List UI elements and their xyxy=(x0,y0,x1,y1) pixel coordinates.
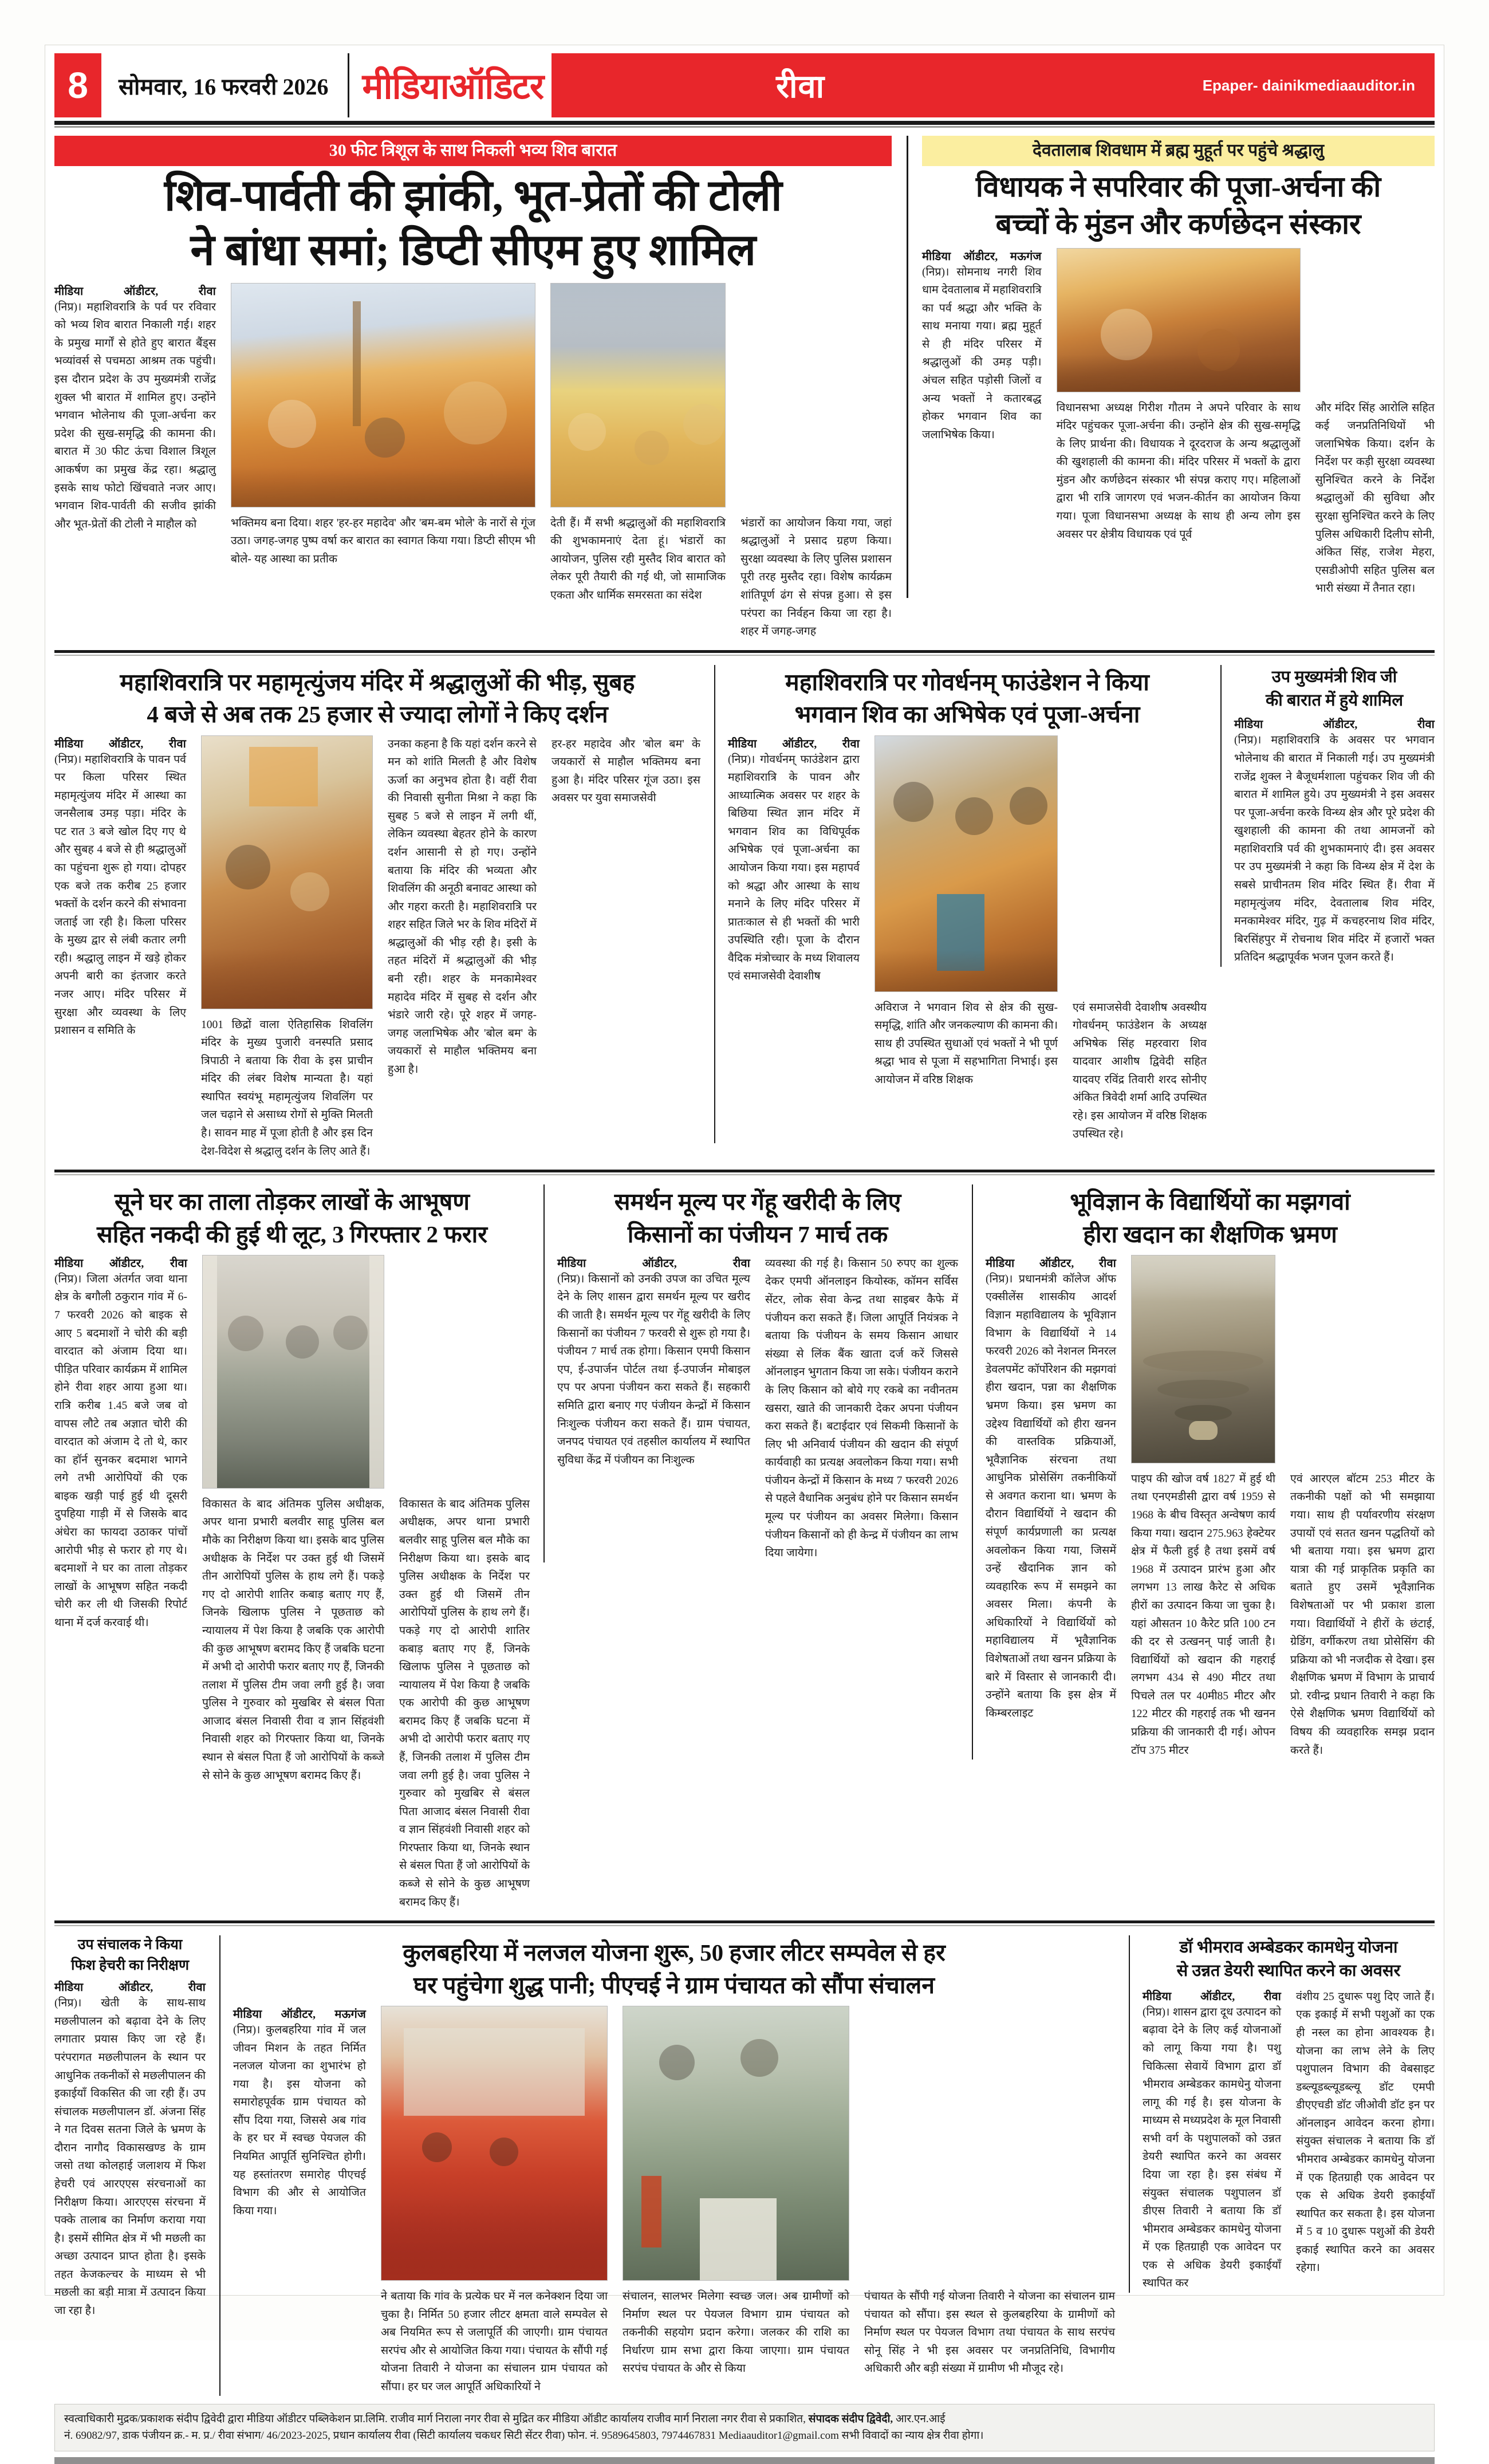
row3-left-body-3: विकासत के बाद अंतिमक पुलिस अधीक्षक, अपर थाना प्रभारी बलवीर साहू पुलिस बल मौके का निरीक्षण किया था। इसके बाद पुलिस अधीक्षक के निर्देश पर उक्त हुई थी जिसमें तीन आरोपियों पुलिस के हाथ लगे हैं। पकड़े गए दो आरोपी शातिर कबाड़ बताए गए हैं, जिनके खिलाफ पुलिस ने पूछताछ को न्यायालय में पेश किया है जबकि एक आरोपी की कुछ आभूषण बरामद किए हैं जबकि घटना में अभी दो आरोपी फरार बताए गए हैं, जिनकी तलाश में पुलिस टीम जवा लगी हुई है। जवा पुलिस ने गुरुवार को मुखबिर से बंसल पिता आजाद बंसल निवासी रीवा व ज्ञान सिंहवंशी निवासी शहर को गिरफ्तार किया था, जिनके स्थान से बंसल पिता हैं जो आरोपियों के कब्जे से सोने के कुछ आभूषण बरामद किए हैं। xyxy=(399,1498,530,1908)
section-divider-2 xyxy=(54,1170,1435,1172)
row3-left-headline-line2: सहित नकदी की हुई थी लूट, 3 गिरफ्तार 2 फरार xyxy=(97,1221,487,1247)
mid-right-headline-line1: उप मुख्यमंत्री शिव जी xyxy=(1271,667,1397,686)
row3-right-byline: मीडिया ऑडीटर, रीवा xyxy=(986,1257,1116,1270)
mid-left-headline-line2: 4 बजे से अब तक 25 हजार से ज्यादा लोगों ने किए दर्शन xyxy=(147,701,608,728)
lead-right-body-3: और मंदिर सिंह आरोलि सहित कई जनप्रतिनिधियों भी जलाभिषेक किया। दर्शन के निर्देश पर कड़ी सुरक्षा व्यवस्था सुनिश्चित करने के निर्देश श्रद्धालुओं की सुविधा और सुरक्षा सुनिश्चित करने के लिए पुलिस अधिकारी दिलीप सोनी, अंकित सिंह, राजेश मेहरा, एसडीओपी सहित पुलिस बल भारी संख्या में तैनात रहा। xyxy=(1315,402,1435,595)
row3-right-col-3 xyxy=(1290,1255,1435,1760)
row3-left-col-2 xyxy=(202,1255,384,1785)
mid-center-col-2 xyxy=(875,735,1058,1089)
row4-left-story xyxy=(54,1935,206,2320)
mid-left-body-4: हर-हर महादेव और 'बोल बम' के जयकारों से माहौल भक्तिमय बना हुआ है। मंदिर परिसर गूंज उठा। इस अवसर पर युवा समाजसेवी xyxy=(552,738,700,805)
row4-center-body-2: ने बताया कि गांव के प्रत्येक घर में नल कनेक्शन दिया जा चुका है। निर्मित 50 हजार लीटर क्षमता वाले सम्पवेल से अब नियमित रूप से जलापूर्ति की जाएगी। ग्राम पंचायत सरपंच और से आयोजित किया गया। पंचायत के सौंपी गई योजना तिवारी ने योजना का संचालन ग्राम पंचायत को सौंपा। हर घर जल आपूर्ति अधिकारियों ने xyxy=(381,2290,608,2393)
row4-right-body-2: वंशीय 25 दुधारू पशु दिए जाते हैं। एक इकाई में सभी पशुओं का एक ही नस्ल का होना आवश्यक है। योजना का लाभ लेने के लिए पशुपालन विभाग की वेबसाइट डब्ल्यूडब्ल्यूडब्ल्यू डॉट एमपी डीएएचडी डॉट जीओवी डॉट इन पर ऑनलाइन आवेदन करना होगा। संयुक्त संचालक ने बताया कि डॉ भीमराव अम्बेडकर कामधेनु योजना में एक हितग्राही एक आवेदन पर एक से अधिक डेयरी इकाईयाँ स्थापित कर सकता है। इस योजना में 5 व 10 दुधारू पशुओं की डेयरी इकाई स्थापित करने का अवसर रहेगा। xyxy=(1296,1990,1435,2274)
row3-center-headline-line1: समर्थन मूल्य पर गेंहू खरीदी के लिए xyxy=(614,1188,901,1215)
mid-left-body-3: उनका कहना है कि यहां दर्शन करने से मन को शांति मिलती है और विशेष ऊर्जा का अनुभव होता है। वहीं रीवा की निवासी सुनीता मिश्रा ने कहा कि सुबह 5 बजे से लाइन में लगी थीं, लेकिन व्यवस्था बेहतर होने के कारण दर्शन आसानी से हो गए। उन्होंने बताया कि मंदिर की भव्यता और शिवलिंग की अनूठी बनावट आस्था को और गहरा करती है। महाशिवरात्रि पर शहर सहित जिले भर के शिव मंदिरों में श्रद्धालुओं की भीड़ रही है। इसी के तहत मंदिरों में श्रद्धालुओं की भीड़ बनी रही। शहर के मनकामेश्वर महादेव मंदिर में सुबह से दर्शन और भंडारे जारी रहे। पूरे शहर में जगह-जगह जलाभिषेक और 'बोल बम' के जयकारों से माहौल भक्तिमय बना हुआ है। xyxy=(388,738,537,1076)
nalajal-inauguration-photo xyxy=(381,2006,608,2281)
row3-right-columns xyxy=(986,1255,1435,1760)
row4-right-story xyxy=(1129,1935,1435,2293)
lead-headline-line1: शिव-पार्वती की झांकी, भूत-प्रेतों की टोली xyxy=(164,171,782,220)
row4-right-headline-line2: से उन्नत डेयरी स्थापित करने का अवसर xyxy=(1176,1961,1401,1980)
section-row3 xyxy=(54,1184,1435,1911)
row4-center-col-4 xyxy=(864,2006,1115,2378)
lead-story xyxy=(54,136,892,641)
mid-center-headline-line1: महाशिवरात्रि पर गोवर्धनम् फाउंडेशन ने किया xyxy=(785,668,1149,695)
mid-left-body-1: (निप्र)। महाशिवरात्रि के पावन पर्व पर किला परिसर स्थित महामृत्युंजय मंदिर में आस्था का जनसैलाब उमड़ पड़ा। मंदिर के पट रात 3 बजे खोल दिए गए थे और सुबह 4 बजे से ही श्रद्धालुओं का पहुंचना शुरू हो गया। दोपहर एक बजे तक करीब 25 हजार भक्तों के दर्शन करने की संभावना जताई जा रही है। किला परिसर के मुख्य द्वार से लंबी कतार लगी रही। श्रद्धालु लाइन में खड़े होकर अपनी बारी का इंतजार करते नजर आए। मंदिर परिसर में सुरक्षा और व्यवस्था के लिए प्रशासन व समिति के xyxy=(54,753,186,1037)
section-row4 xyxy=(54,1935,1435,2396)
row3-center-byline: मीडिया ऑडीटर, रीवा xyxy=(557,1257,750,1270)
row4-center-body-3: संचालन, सालभर मिलेगा स्वच्छ जल। अब ग्रामीणों को निर्माण स्थल पर पेयजल विभाग ग्राम पंचायत को तकनीकी सहयोग प्रदान करेगा। जलकर की राशि का निर्धारण ग्राम सभा द्वारा किया जाएगा। ग्राम पंचायत सरपंच पंचायत के और से किया xyxy=(623,2290,849,2375)
row4-center-headline-line1: कुलबहरिया में नलजल योजना शुरू, 50 हजार लीटर सम्पवेल से हर xyxy=(403,1939,946,1966)
mid-center-columns xyxy=(728,735,1207,1144)
row4-center-col-1 xyxy=(233,2006,366,2220)
row3-left-col-3 xyxy=(399,1255,530,1911)
mid-center-col-3 xyxy=(1073,735,1207,1144)
lead-right-col-3 xyxy=(1315,248,1435,598)
lead-right-headline-line2: बच्चों के मुंडन और कर्णछेदन संस्कार xyxy=(995,208,1361,240)
row4-left-byline: मीडिया ऑडीटर, रीवा xyxy=(54,1981,206,1994)
mid-left-col-4 xyxy=(552,735,700,808)
row4-right-body-1: (निप्र)। शासन द्वारा दूध उत्पादन को बढ़ावा देने के लिए कई योजनाओं को लागू किया गया है। पशु चिकित्सा सेवायें विभाग द्वारा डॉ भीमराव अम्बेडकर कामधेनु योजना लागू की गई है। इस योजना के माध्यम से मध्यप्रदेश के मूल निवासी सभी वर्ग के पशुपालकों को उन्नत डेयरी स्थापित करने का अवसर दिया जा रहा है। इस संबंध में संयुक्त संचालक पशुपालन डॉ डीएस तिवारी ने बताया कि डॉ भीमराव अम्बेडकर कामधेनु योजना में एक हितग्राही एक आवेदन पर एक से अधिक डेयरी इकाईयाँ स्थापित कर xyxy=(1143,2006,1281,2290)
row4-center-story xyxy=(219,1935,1115,2396)
section-divider-3 xyxy=(54,1920,1435,1923)
lead-headline-line2: ने बांधा समां; डिप्टी सीएम हुए शामिल xyxy=(190,226,756,274)
mid-left-byline: मीडिया ऑडीटर, रीवा xyxy=(54,737,186,750)
mid-left-col-3 xyxy=(388,735,537,1079)
publication-date: सोमवार, 16 फरवरी 2026 xyxy=(101,53,349,117)
lead-col-1 xyxy=(54,283,216,534)
footer-imprint xyxy=(54,2404,1435,2451)
mid-center-headline-line2: भगवान शिव का अभिषेक एवं पूजा-अर्चना xyxy=(794,701,1140,728)
row3-left-headline-line1: सूने घर का ताला तोड़कर लाखों के आभूषण xyxy=(114,1188,470,1215)
section-lead xyxy=(54,136,1435,641)
lead-body-3: देती हैं। मैं सभी श्रद्धालुओं की महाशिवरात्रि की शुभकामनाएं देता हूं। भंडारों का आयोजन, पुलिस रही मुस्तैद शिव बारात को लेकर पूरी तैयारी की गई थी, जो सामाजिक एकता और धार्मिक समरसता का संदेश xyxy=(550,517,726,602)
mid-left-col-2 xyxy=(201,735,373,1161)
govardhanam-pooja-photo xyxy=(875,735,1058,992)
footer-line-1 xyxy=(64,2411,1425,2428)
row3-right-story xyxy=(972,1184,1435,1760)
lead-right-story xyxy=(907,136,1435,598)
row3-center-col-2 xyxy=(765,1255,958,1562)
mahamrityunjay-temple-photo xyxy=(201,735,373,1009)
mid-left-headline-line1: महाशिवरात्रि पर महामृत्युंजय मंदिर में श्रद्धालुओं की भीड़, सुबह xyxy=(120,668,635,695)
row3-right-body-3: एवं आरएल बॉटम 253 मीटर के तकनीकी पक्षों को भी समझाया गया। साथ ही पर्यावरणीय संरक्षण उपायों एवं सतत खनन पद्धतियों को भी बताया गया। इस भ्रमण द्वारा यात्रा की गई प्राकृतिक प्रकृति का बताते हुए उसमें भूवैज्ञानिक विशेषताओं पर भी प्रकाश डाला गया। विद्यार्थियों ने हीरों के छंटाई, ग्रेडिंग, वर्गीकरण तथा प्रोसेसिंग की प्रक्रिया को भी नजदीक से देखा। इस शैक्षणिक भ्रमण में विभाग के प्राचार्य प्रो. रवीन्द्र प्रधान तिवारी ने कहा कि ऐसे शैक्षणिक भ्रमण विद्यार्थियों को विषय की व्यवहारिक समझ प्रदान करते हैं। xyxy=(1290,1473,1435,1757)
mid-right-story xyxy=(1220,665,1435,967)
row3-left-body-1: (निप्र)। जिला अंतर्गत जवा थाना क्षेत्र के बगौली ठकुरान गांव में 6-7 फरवरी 2026 को बाइक से आए 5 बदमाशों ने चोरी की बड़ी वारदात को अंजाम दिया था। पीड़ित परिवार कार्यक्रम में शामिल होने रीवा शहर आया हुआ था। रात्रि करीब 1.45 बजे जब वो वापस लौटे तब अज्ञात चोरी की वारदात को अंजाम दे तो थे, कार का हॉर्न सुनकर बदमाश भागने लगे तभी आरोपियों की एक बाइक खड़ी पाई हुई थी दूसरी दुपहिया गाड़ी में से जिसके बाद अंधेरा का फायदा उठाकर पांचों आरोपी भीड़ से फरार हो गए थे। बदमाशों ने घर का ताला तोड़कर लाखों के आभूषण सहित नकदी चोरी कर ली थी जिसकी रिपोर्ट थाना में दर्ज करवाई थी। xyxy=(54,1273,187,1629)
mid-center-story xyxy=(714,665,1207,1143)
mid-right-byline: मीडिया ऑडीटर, रीवा xyxy=(1234,718,1435,731)
mid-center-body-3: एवं समाजसेवी देवाशीष अवस्थीय गोवर्धनम् फाउंडेशन के अध्यक्ष अभिषेक सिंह महरवारा शिव यादवार आशीष द्विवेदी सहित यादवए रविंद्र तिवारी शरद सोनीए अंकित त्रिवेदी शर्मा आदि उपस्थित रहे। इस आयोजन में वरिष्ठ शिक्षक उपस्थित रहे। xyxy=(1073,1001,1207,1140)
row4-center-headline-line2: घर पहुंचेगा शुद्ध पानी; पीएचई ने ग्राम पंचायत को सौंपा संचालन xyxy=(413,1971,935,1998)
lead-col-2 xyxy=(231,283,535,569)
mid-center-body-2: अविराज ने भगवान शिव से क्षेत्र की सुख-समृद्धि, शांति और जनकल्याण की कामना की। साथ ही उपस्थित सुधाओं एवं भक्तों ने भी पूर्ण श्रद्धा भाव से पूजा में सहभागिता निभाई। इस आयोजन में वरिष्ठ शिक्षक xyxy=(875,1001,1058,1086)
row4-right-columns xyxy=(1143,1988,1435,2293)
row3-center-body-1: (निप्र)। किसानों को उनकी उपज का उचित मूल्य देने के लिए शासन द्वारा समर्थन मूल्य पर खरीद की जाती है। समर्थन मूल्य पर गेंहू खरीदी के लिए किसानों का पंजीयन 7 फरवरी से शुरू हो गया है। पंजीयन 7 मार्च तक होगा। किसान एमपी किसान एप, ई-उपार्जन पोर्टल तथा ई-उपार्जन मोबाइल एप पर अपना पंजीयन करा सकते हैं। सहकारी समिति द्वारा बनाए गए पंजीयन केन्द्रों में किसान निःशुल्क पंजीयन करा सकते हैं। ग्राम पंचायत, जनपद पंचायत एवं तहसील कार्यालय में स्थापित सुविधा केंद्र में पंजीयन का निःशुल्क xyxy=(557,1273,750,1466)
lead-col-4 xyxy=(740,283,892,641)
row3-left-story xyxy=(54,1184,530,1911)
lead-right-body-1: (निप्र)। सोमनाथ नगरी शिव धाम देवतालाब में महाशिवरात्रि का पर्व श्रद्धा और भक्ति के साथ मनाया गया। ब्रह्म मुहूर्त से ही मंदिर परिसर में श्रद्धालुओं की उमड़ पड़ी। अंचल सहित पड़ोसी जिलों व अन्य भक्तों ने कतारबद्ध होकर भगवान शिव का जलाभिषेक किया। xyxy=(922,266,1042,441)
row4-left-body-1: (निप्र)। खेती के साथ-साथ मछलीपालन को बढ़ावा देने के लिए लगातार प्रयास किए जा रहे हैं। परंपरागत मछलीपालन के स्थान पर आधुनिक तकनीकों से मछलीपालन की इकाईयाँ विकसित की जा रही हैं। उप संचालक मछलीपालन डॉ. अंजना सिंह ने गत दिवस सतना जिले के भ्रमण के दौरान नागौद विकासखण्ड के ग्राम जसो तथा कोलहाई जलाशय में फिश हेचरी एवं आरएएस संरचनाओं का निरीक्षण किया। आरएएस संरचना में पक्के तालाब का निर्माण कराया गया है। इसमें सीमित क्षेत्र में भी मछली का अच्छा उत्पादन प्राप्त होता है। इसके तहत केजकल्चर के माध्यम से भी मछली का बड़ी मात्रा में उत्पादन किया जा रहा है। xyxy=(54,1997,206,2317)
row3-center-headline-line2: किसानों का पंजीयन 7 मार्च तक xyxy=(627,1221,888,1247)
row4-right-col-2 xyxy=(1296,1988,1435,2277)
row3-right-headline-line2: हीरा खदान का शैक्षणिक भ्रमण xyxy=(1083,1221,1337,1247)
footer-editor: संपादक संदीप द्विवेदी, xyxy=(808,2413,893,2426)
masthead-rule-thin xyxy=(54,126,1435,128)
city-name: रीवा xyxy=(776,69,825,105)
row4-center-byline: मीडिया ऑडीटर, मऊगंज xyxy=(233,2008,366,2021)
mid-right-body-1: (निप्र)। महाशिवरात्रि के अवसर पर भगवान भोलेनाथ की बारात में निकाली गई। उप मुख्यमंत्री राजेंद्र शुक्ल ने बैजूधर्मशाला पहुंचकर शिव जी की बारात में शामिल हुये। उप मुख्यमंत्री ने इस अवसर पर पूजा-अर्चना करके विन्ध्य क्षेत्र और पूरे प्रदेश की खुशहाली की कामना की तथा आमजनों को महाशिवरात्रि पर्व की शुभकामनाएं दी। इस अवसर पर उप मुख्यमंत्री ने कहा कि विन्ध्य क्षेत्र में देश के सबसे प्राचीनतम शिव मंदिर स्थित हैं। रीवा में महामृत्युंजय मंदिर, देवतालाब शिव मंदिर, मनकामेश्वर मंदिर, गुढ़ में कचहरनाथ शिव मंदिर, बिरसिंहपुर में रोचनाथ शिव मंदिर में हजारों भक्त प्रतिदिन श्रद्धापूर्वक भजन पूजन करते हैं। xyxy=(1234,734,1435,964)
section-divider-2b xyxy=(54,1174,1435,1175)
lead-byline: मीडिया ऑडीटर, रीवा xyxy=(54,285,216,298)
row3-right-body-1: (निप्र)। प्रधानमंत्री कॉलेज ऑफ एक्सीलेंस शासकीय आदर्श विज्ञान महाविद्यालय के भूविज्ञान विभाग के विद्यार्थियों ने 14 फरवरी 2026 को नेशनल मिनरल डेवलपमेंट कॉर्पोरेशन की मझगवां हीरा खदान, पन्ना का शैक्षणिक भ्रमण किया। इस भ्रमण का उद्देश्य विद्यार्थियों को हीरा खनन की वास्तविक प्रक्रियाओं, भूवैज्ञानिक संरचना तथा आधुनिक प्रोसेसिंग तकनीकियों से अवगत कराना था। भ्रमण के दौरान विद्यार्थियों ने खदान की संपूर्ण कार्यप्रणाली का प्रत्यक्ष अवलोकन किया गया, जिसमें उन्हें खैदानिक ज्ञान को व्यवहारिक रूप में समझने का अवसर मिला। कंपनी के अधिकारियों ने विद्यार्थियों को महाविद्यालय में भूवैज्ञानिक विशेषताओं तथा खनन प्रक्रिया के बारे में विस्तार से जानकारी दी। उन्होंने बताया कि इस क्षेत्र में किम्बरलाइट xyxy=(986,1273,1116,1719)
mid-right-headline-line2: की बारात में हुये शामिल xyxy=(1265,691,1404,710)
row3-left-columns xyxy=(54,1255,530,1911)
lead-right-col-1 xyxy=(922,248,1042,444)
page-sheet xyxy=(45,45,1444,2442)
kamdhenu-field-photo xyxy=(623,2006,849,2281)
mid-left-col-1 xyxy=(54,735,186,1040)
row4-right-byline: मीडिया ऑडीटर, रीवा xyxy=(1143,1990,1281,2003)
masthead xyxy=(54,53,1435,117)
row4-left-headline-line1: उप संचालक ने किया xyxy=(77,1937,183,1953)
row3-right-col-1 xyxy=(986,1255,1116,1722)
lead-right-headline-line1: विधायक ने सपरिवार की पूजा-अर्चना की xyxy=(975,170,1381,203)
row4-center-columns xyxy=(233,2006,1115,2396)
footer-text-1: स्वत्वाधिकारी मुद्रक/प्रकाशक संदीप द्विवेदी द्वारा मीडिया ऑडीटर पब्लिकेशन प्रा.लिमि. राजीव मार्ग निराला नगर रीवा से मुद्रित कर मीडिया ऑडीट कार्यालय राजीव मार्ग निराला नगर रीवा से प्रकाशित, xyxy=(64,2413,806,2426)
row3-right-col-2 xyxy=(1131,1255,1275,1760)
row3-left-byline: मीडिया ऑडीटर, रीवा xyxy=(54,1257,187,1270)
mid-left-story xyxy=(54,665,700,1160)
lead-right-col-2 xyxy=(1057,248,1301,544)
police-arrest-photo xyxy=(202,1255,384,1489)
row4-left-headline-line2: फिश हेचरी का निरीक्षण xyxy=(70,1958,190,1974)
section-divider-1 xyxy=(54,650,1435,653)
row3-left-body-2: विकासत के बाद अंतिमक पुलिस अधीक्षक, अपर थाना प्रभारी बलवीर साहू पुलिस बल मौके का निरीक्षण किया था। इसके बाद पुलिस अधीक्षक के निर्देश पर उक्त हुई थी जिसमें तीन आरोपियों पुलिस के हाथ लगे हैं। पकड़े गए दो आरोपी शातिर कबाड़ बताए गए हैं, जिनके खिलाफ पुलिस ने पूछताछ को न्यायालय में पेश किया है जबकि एक आरोपी की कुछ आभूषण बरामद किए हैं जबकि घटना में अभी दो आरोपी फरार बताए गए हैं, जिनकी तलाश में पुलिस टीम जवा लगी हुई है। जवा पुलिस ने गुरुवार को मुखबिर से बंसल पिता आजाद बंसल निवासी रीवा व ज्ञान सिंहवंशी निवासी शहर को गिरफ्तार किया था, जिनके स्थान से बंसल पिता हैं जो आरोपियों के कब्जे से सोने के कुछ आभूषण बरामद किए हैं। xyxy=(202,1498,384,1782)
footer-bar xyxy=(54,2457,1435,2464)
diamond-mine-photo xyxy=(1131,1255,1275,1463)
shiv-parvati-tableau-photo xyxy=(231,283,535,507)
mid-center-byline: मीडिया ऑडीटर, रीवा xyxy=(728,737,860,750)
devtalab-temple-photo xyxy=(1057,248,1301,392)
shiv-baraat-crowd-photo xyxy=(550,283,726,507)
mid-left-columns xyxy=(54,735,700,1161)
brand-logo: मीडियाऑडिटर xyxy=(362,68,544,107)
row3-center-body-2: व्यवस्था की गई है। किसान 50 रुपए का शुल्क देकर एमपी ऑनलाइन कियोस्क, कॉमन सर्विस सेंटर, लोक सेवा केन्द्र तथा साइबर कैफे में पंजीयन करा सकते हैं। जिला आपूर्ति नियंत्रक ने बताया कि पंजीयन के समय किसान आधार संख्या से लिंक बैंक खाता दर्ज करें जिससे ऑनलाइन भुगतान किया जा सके। पंजीयन कराने के लिए किसान को बोये गए रकबे का नवीनतम खसरा, खाते की जानकारी देकर अपना पंजीयन करा सकते हैं। बटाईदार एवं सिकमी किसानों के लिए भी अनिवार्य पंजीयन की खदान की संपूर्ण कार्यवाही का प्रत्यक्ष अवलोकन किया गया। सभी पंजीयन केन्द्रों में किसान के मध्य 7 फरवरी 2026 से पहले वैधानिक अनुबंध होने पर किसान समर्थन मूल्य पर पंजीयन का अवसर मिलेगा। किसान पंजीयन किसानों को ही केन्द्र में पंजीयन का लाभ दिया जायेगा। xyxy=(765,1257,958,1560)
epaper-url[interactable]: Epaper- dainikmediaauditor.in xyxy=(1202,76,1415,94)
row3-left-col-1 xyxy=(54,1255,187,1632)
row4-center-body-1: (निप्र)। कुलबहरिया गांव में जल जीवन मिशन के तहत निर्मित नलजल योजना का शुभारंभ हो गया है। इस योजना को समारोहपूर्वक ग्राम पंचायत को सौंप दिया गया, जिससे अब गांव के हर घर में स्वच्छ पेयजल की नियमित आपूर्ति सुनिश्चित होगी। यह हस्तांतरण समारोह पीएचई विभाग की और से आयोजित किया गया। xyxy=(233,2024,366,2217)
lead-body-1: (निप्र)। महाशिवरात्रि के पर्व पर रविवार को भव्य शिव बारात निकाली गई। शहर के प्रमुख मार्गों से होते हुए बारात बैंड्स भव्यांवर्स से पचमठा आश्रम तक पहुंची। इस दौरान प्रदेश के उप मुख्यमंत्री राजेंद्र शुक्ल भी बारात में शामिल हुए। उन्होंने भगवान भोलेनाथ की पूजा-अर्चना कर प्रदेश की सुख-समृद्धि की कामना की। बारात में 30 फीट ऊंचा विशाल त्रिशूल आकर्षण का प्रमुख केंद्र रहा। श्रद्धालु इसके साथ फोटो खिंचवाते नजर आए। भगवान शिव-पार्वती की सजीव झांकी और भूत-प्रेतों की टोली ने माहौल को xyxy=(54,301,216,530)
city-band xyxy=(552,53,1435,117)
masthead-rule-thick xyxy=(54,121,1435,125)
row3-center-col-1 xyxy=(557,1255,750,1469)
lead-right-columns xyxy=(922,248,1435,598)
row3-right-body-2: पाइप की खोज वर्ष 1827 में हुई थी तथा एनएमडीसी द्वारा वर्ष 1959 से 1968 के बीच विस्तृत अन्वेषण कार्य किया गया। खदान 275.963 हेक्टेयर क्षेत्र में फैली हुई है तथा इसमें वर्ष 1968 में उत्पादन प्रारंभ हुआ और लगभग 13 लाख कैरेट से अधिक हीरों का उत्पादन किया जा चुका है। यहां औसतन 10 कैरेट प्रति 100 टन की दर से उत्खनन् पाई जाती है। विद्यार्थियों को खदान की गहराई लगभग 434 से 490 मीटर तथा पिचले तल पर 40मी85 मीटर और 122 मीटर की गहराई तक भी खनन प्रक्रिया की जानकारी दी गई। ओपन टॉप 375 मीटर xyxy=(1131,1473,1275,1757)
lead-right-kicker: देवतालाब शिवधाम में ब्रह्म मुहूर्त पर पहुंचे श्रद्धालु xyxy=(922,136,1435,166)
lead-columns xyxy=(54,283,892,641)
row4-center-col-3 xyxy=(623,2006,849,2378)
row4-right-headline-line1: डॉ भीमराव अम्बेडकर कामधेनु योजना xyxy=(1179,1938,1398,1957)
row4-right-col-1 xyxy=(1143,1988,1281,2293)
page-number-badge: 8 xyxy=(54,53,101,117)
section-divider-3b xyxy=(54,1925,1435,1926)
lead-body-4: भंडारों का आयोजन किया गया, जहां श्रद्धालुओं ने प्रसाद ग्रहण किया। सुरक्षा व्यवस्था के लिए पुलिस प्रशासन पूरी तरह मुस्तैद रहा। विशेष कार्यक्रम शांतिपूर्ण ढंग से संपन्न हुआ। से इस परंपरा का निर्वहन किया जा रहा है। शहर में जगह-जगह xyxy=(740,517,892,638)
row3-right-headline-line1: भूविज्ञान के विद्यार्थियों का मझगवां xyxy=(1070,1188,1350,1215)
lead-body-2: भक्तिमय बना दिया। शहर 'हर-हर महादेव' और 'बम-बम भोले' के नारों से गूंज उठा। जगह-जगह पुष्प वर्षा कर बारात का स्वागत किया गया। डिप्टी सीएम भी बोले- यह आस्था का प्रतीक xyxy=(231,517,535,565)
row3-center-columns xyxy=(557,1255,958,1562)
lead-kicker: 30 फीट त्रिशूल के साथ निकली भव्य शिव बारात xyxy=(54,136,892,166)
mid-center-body-1: (निप्र)। गोवर्धनम् फाउंडेशन द्वारा महाशिवरात्रि के पावन और आध्यात्मिक अवसर पर शहर के बिछिया स्थित ज्ञान मंदिर में भगवान शिव का विधिपूर्वक अभिषेक एवं पूजा-अर्चना का आयोजन किया गया। इस महापर्व को श्रद्धा और आस्था के साथ मनाने के लिए मंदिर परिसर में प्रातःकाल से ही भक्तों की भारी उपस्थिति रही। पूजा के दौरान वैदिक मंत्रोच्चार के मध्य शिवालय एवं समाजसेवी देवाशीष xyxy=(728,753,860,983)
section-middle xyxy=(54,665,1435,1160)
footer-rni: आर.एन.आई xyxy=(895,2413,946,2426)
row4-center-col-2 xyxy=(381,2006,608,2396)
row4-center-body-4: पंचायत के सौंपी गई योजना तिवारी ने योजना का संचालन ग्राम पंचायत को सौंपा। इस स्थल से कुलबहरिया के ग्रामीणों को निर्माण स्थल पर पेयजल विभाग तथा पंचायत के साथ सरपंच सोनू सिंह ने भी इस अवसर पर जनप्रतिनिधि, विभागीय अधिकारी और बड़ी संख्या में ग्रामीण भी मौजूद रहे। xyxy=(864,2290,1115,2375)
footer-line-2: नं. 69082/97, डाक पंजीयन क्र.- म. प्र./ रीवा संभाग/ 46/2023-2025, प्रधान कार्यालय रीवा (सिटी कार्यालय चकधर सिटी सेंटर रीवा) फोन. नं. 9589645803, 7974467831 Mediaauditor1@gmail.com सभी विवादों का न्याय क्षेत्र रीवा होगा। xyxy=(64,2429,984,2442)
section-divider-1b xyxy=(54,655,1435,656)
lead-right-body-2: विधानसभा अध्यक्ष गिरीश गौतम ने अपने परिवार के साथ मंदिर पहुंचकर पूजा-अर्चना की। उन्होंने क्षेत्र की सुख-समृद्धि के लिए प्रार्थना की। विधायक ने दूरदराज के अन्य श्रद्धालुओं की खुशहाली की कामना की। मंदिर परिसर में भक्तों के द्वारा मुंडन और कर्णछेदन संस्कार भी संपन्न कराए गए। महिलाओं द्वारा भी रात्रि जागरण एवं भजन-कीर्तन का आयोजन किया गया। पूजा विधानसभा अध्यक्ष के साथ ही अन्य लोग इस अवसर पर क्षेत्रीय विधायक एवं पूर्व xyxy=(1056,402,1301,541)
mid-center-col-1 xyxy=(728,735,860,986)
row3-center-story xyxy=(543,1184,958,1562)
lead-col-3 xyxy=(550,283,726,605)
mid-left-body-2: 1001 छिद्रों वाला ऐतिहासिक शिवलिंग मंदिर के मुख्य पुजारी वनस्पति प्रसाद त्रिपाठी ने बताया कि रीवा के इस प्राचीन मंदिर की लंबर विशेष मान्यता है। यहां स्थापित स्वयंभू महामृत्युंजय शिवलिंग पर जल चढ़ाने से असाध्य रोगों से मुक्ति मिलती है। सावन माह में पूजा होती है और इस दिन देश-विदेश से श्रद्धालु दर्शन के लिए आते हैं। xyxy=(201,1018,373,1158)
lead-right-byline: मीडिया ऑडीटर, मऊगंज xyxy=(922,250,1042,263)
